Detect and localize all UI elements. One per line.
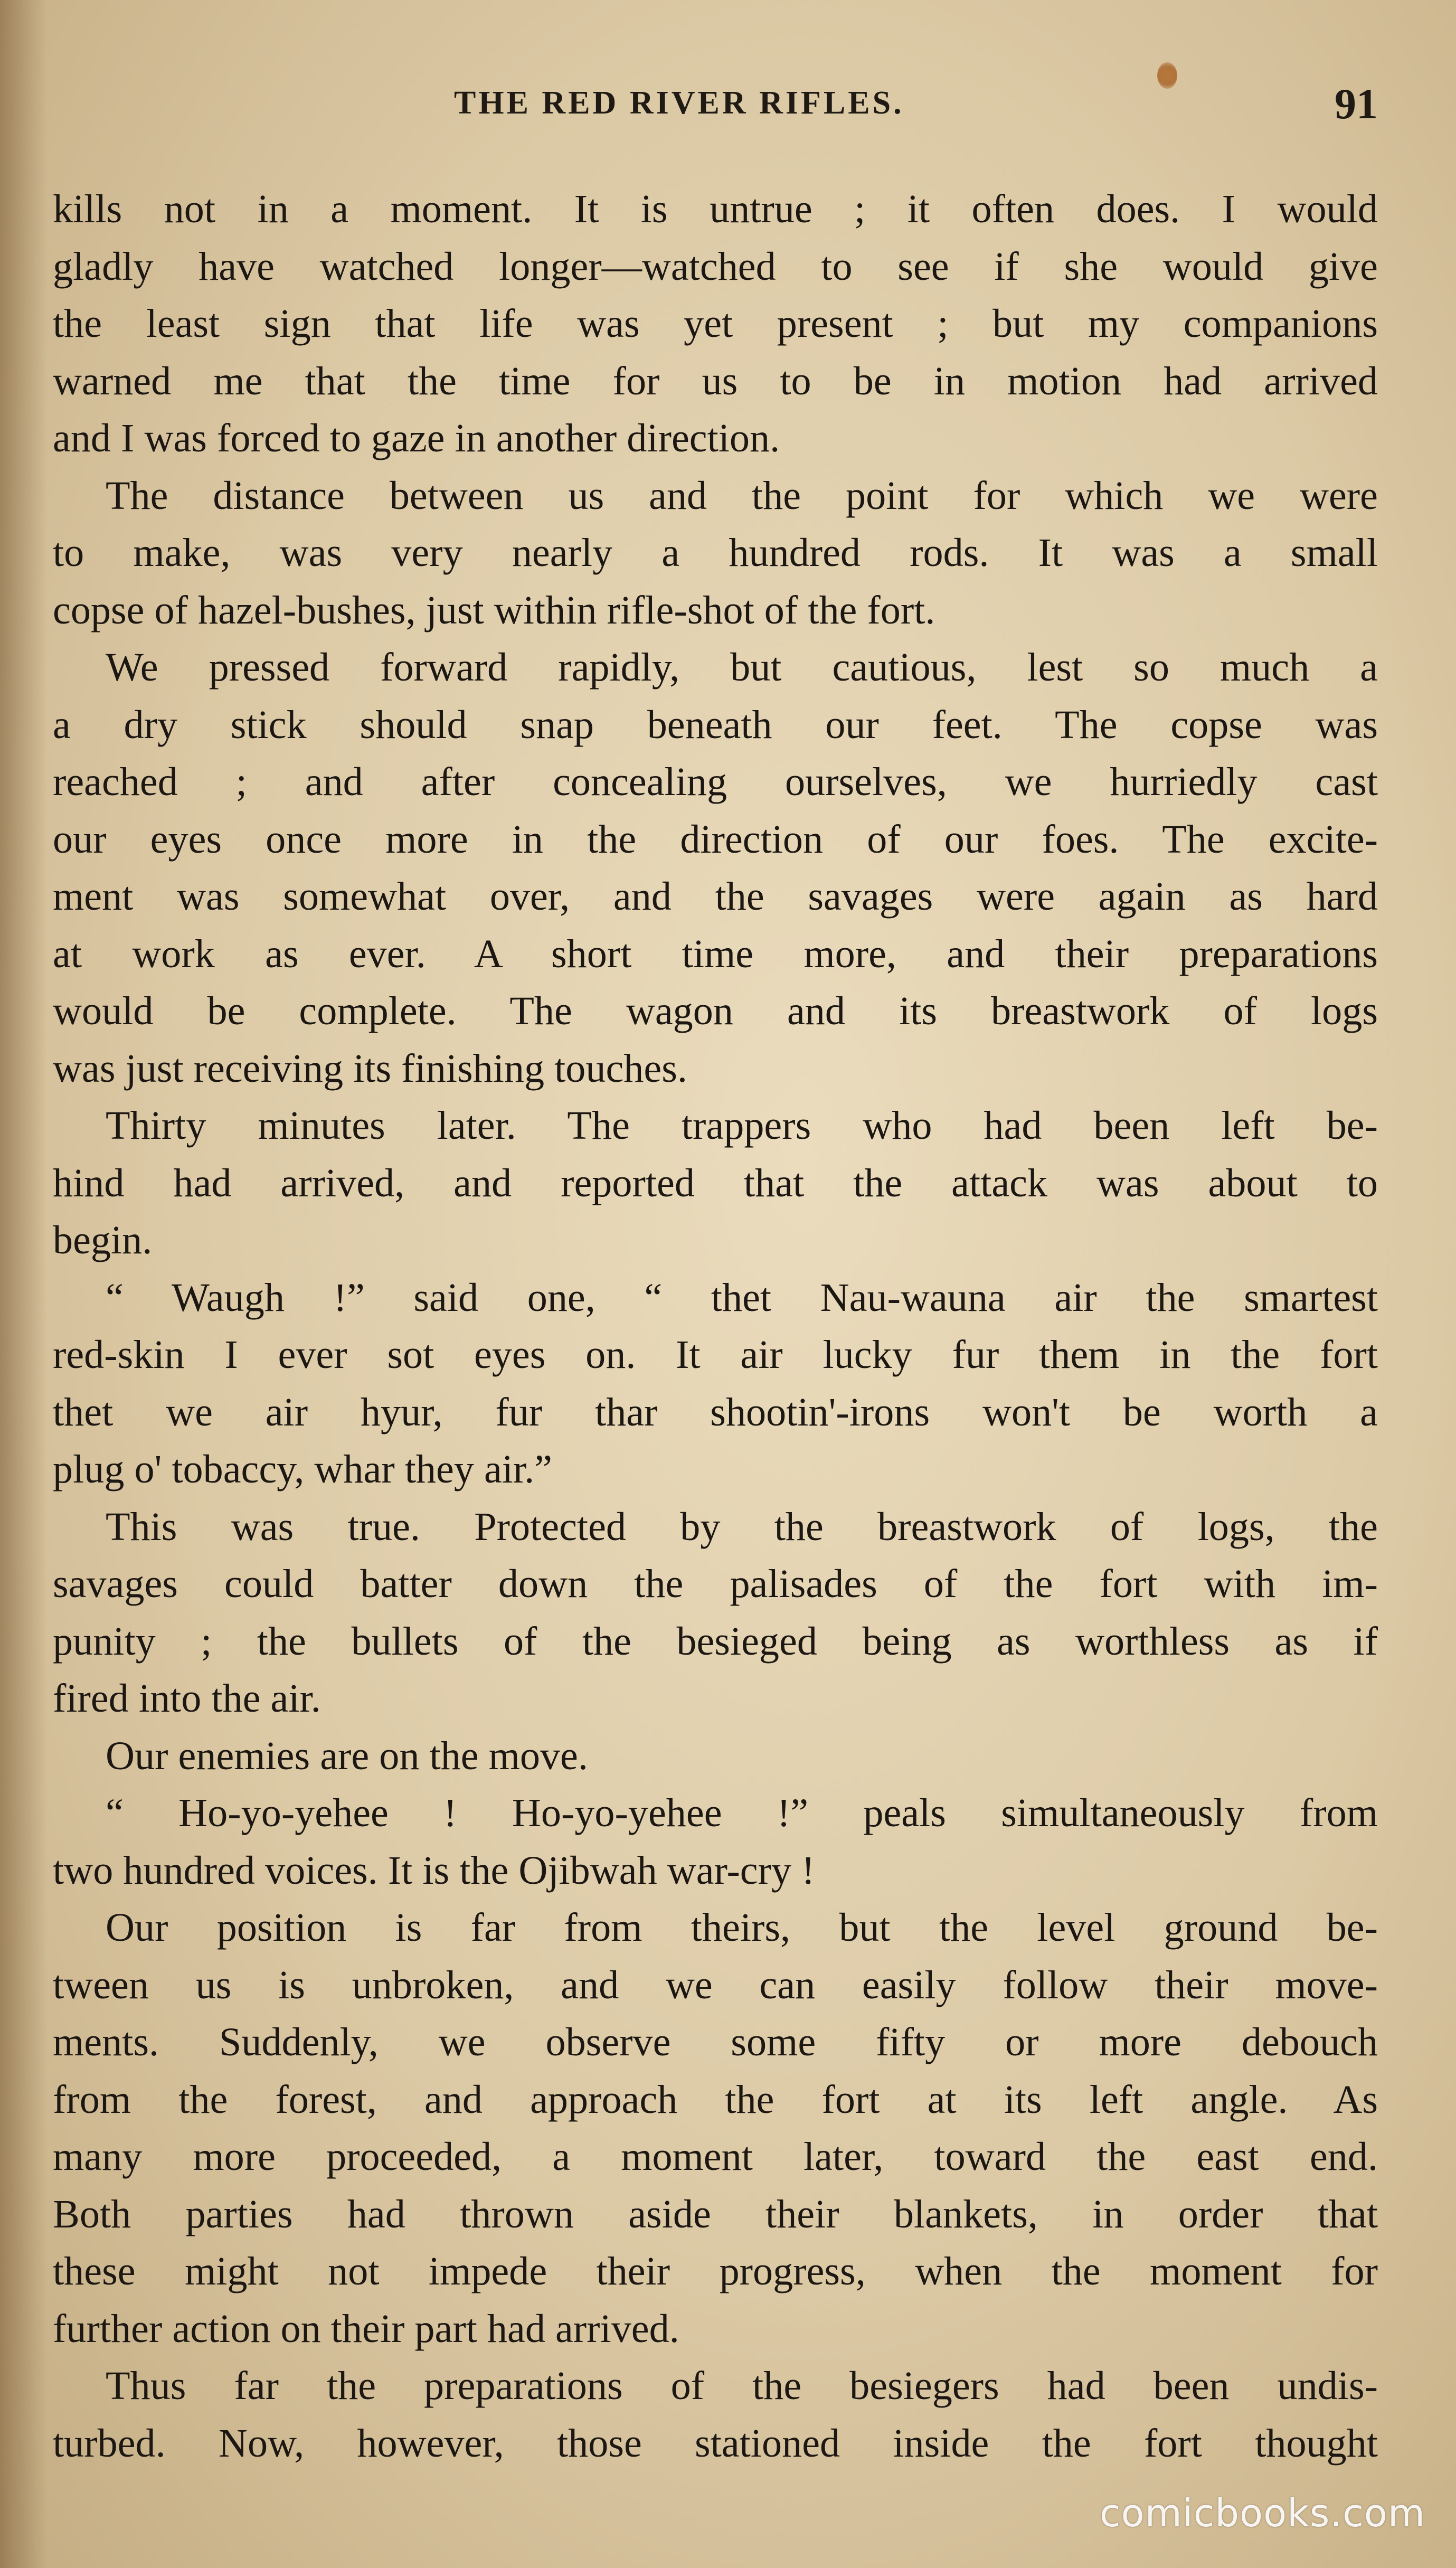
text-line: hind had arrived, and reported that the attack was about to <box>53 1160 1378 1205</box>
text-line: to make, was very nearly a hundred rods. It was a small <box>53 531 1378 575</box>
page-number: 91 <box>1335 80 1378 128</box>
text-line: “ Ho-yo-yehee ! Ho-yo-yehee !” peals simultaneously from <box>106 1791 1378 1835</box>
text-line: at work as ever. A short time more, and their preparations <box>53 931 1378 976</box>
text-line: savages could batter down the palisades of the fort with im- <box>53 1562 1378 1606</box>
text-line: warned me that the time for us to be in motion had arrived <box>53 358 1378 403</box>
text-line: gladly have watched longer—watched to see if she would give <box>53 244 1378 289</box>
text-line: red-skin I ever sot eyes on. It air lucky fur them in the fort <box>53 1333 1378 1377</box>
text-line: Our enemies are on the move. <box>106 1733 588 1778</box>
text-line: This was true. Protected by the breastwork of logs, the <box>106 1504 1378 1549</box>
text-line: Both parties had thrown aside their blankets, in order that <box>53 2192 1378 2236</box>
paper-stain <box>1157 62 1177 89</box>
text-line: thet we air hyur, fur thar shootin'-irons won't be worth a <box>53 1390 1378 1434</box>
text-line: “ Waugh !” said one, “ thet Nau-wauna air the smartest <box>106 1275 1378 1320</box>
watermark: comicbooks.com <box>1099 2491 1425 2535</box>
text-line: kills not in a moment. It is untrue ; it often does. I would <box>53 187 1378 231</box>
text-line: many more proceeded, a moment later, toward the east end. <box>53 2135 1378 2179</box>
binding-shadow <box>0 0 48 2568</box>
text-line: the least sign that life was yet present ; but my companions <box>53 301 1378 346</box>
text-line: We pressed forward rapidly, but cautious, lest so much a <box>106 645 1378 690</box>
text-line: ments. Suddenly, we observe some fifty or more debouch <box>53 2020 1378 2064</box>
text-line: plug o' tobaccy, whar they air.” <box>53 1447 552 1491</box>
text-line: further action on their part had arrived. <box>53 2306 679 2351</box>
text-line: begin. <box>53 1218 153 1262</box>
text-line: these might not impede their progress, when the moment for <box>53 2249 1378 2293</box>
text-line: was just receiving its finishing touches. <box>53 1046 687 1091</box>
text-line: tween us is unbroken, and we can easily follow their move- <box>53 1962 1378 2007</box>
page-header <box>58 79 1378 143</box>
text-line: ment was somewhat over, and the savages were again as hard <box>53 874 1378 919</box>
text-line: punity ; the bullets of the besieged being as worthless as if <box>53 1619 1378 1664</box>
text-line: a dry stick should snap beneath our feet. The copse was <box>53 702 1378 747</box>
text-line: two hundred voices. It is the Ojibwah war-cry ! <box>53 1848 815 1893</box>
text-line: reached ; and after concealing ourselves, we hurriedly cast <box>53 760 1378 804</box>
text-line: The distance between us and the point for which we were <box>106 473 1378 518</box>
text-line: turbed. Now, however, those stationed inside the fort thought <box>53 2421 1378 2466</box>
text-line: would be complete. The wagon and its breastwork of logs <box>53 989 1378 1033</box>
text-line: and I was forced to gaze in another direction. <box>53 416 780 460</box>
text-line: our eyes once more in the direction of our foes. The excite- <box>53 817 1378 862</box>
text-line: Thus far the preparations of the besiegers had been undis- <box>106 2364 1378 2408</box>
text-line: copse of hazel-bushes, just within rifle-shot of the fort. <box>53 588 935 632</box>
text-line: Our position is far from theirs, but the level ground be- <box>106 1905 1378 1950</box>
text-line: Thirty minutes later. The trappers who had been left be- <box>106 1103 1378 1148</box>
text-line: from the forest, and approach the fort at its left angle. As <box>53 2077 1378 2122</box>
text-line: fired into the air. <box>53 1676 321 1721</box>
body-text <box>53 181 1378 2472</box>
running-head: THE RED RIVER RIFLES. <box>454 85 904 121</box>
